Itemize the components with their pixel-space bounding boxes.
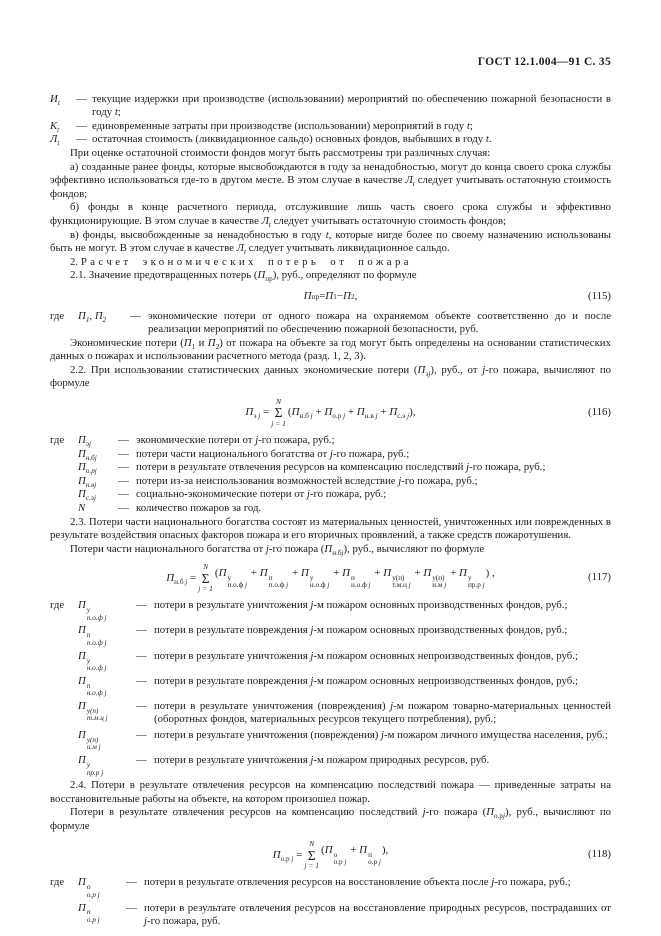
where-dash: — xyxy=(136,674,147,687)
definition-row xyxy=(50,133,611,147)
where-row xyxy=(50,675,611,698)
where-text: потери в результате уничтожения j-м пожаром основных производственных фондов, руб.; xyxy=(154,599,568,612)
where-text: потери в результате отвлечения ресурсов на восстановление объекта после j-го пожара, руб.; xyxy=(144,876,571,889)
formula-116-lhs: $П_{э j}$ = xyxy=(245,406,270,421)
definition-symbol: $К_t$ xyxy=(50,119,60,134)
where-text: потери из-за неиспользования возможностей вследствие j-го пожара, руб.; xyxy=(136,474,478,487)
formula-115 xyxy=(50,290,611,304)
where-symbol: П у(п) т.м.ц j xyxy=(78,699,108,723)
where-list-117 xyxy=(50,599,611,777)
formula-117-lhs: $П_{н.б j}$ = xyxy=(166,571,197,586)
formula-118 xyxy=(50,840,611,870)
definition-text: единовременные затраты при производстве (использовании) мероприятий в году t; xyxy=(92,119,473,132)
where-text: потери в результате уничтожения (повреждения) j-м пожаром товарно-материальных ценностей (оборотных фондов, материальных ресурсов текущего потребления), руб.; xyxy=(154,699,611,726)
paragraph-2-1: 2.1. Значение предотвращенных потерь $(П_{пр})$, руб., определяют по формуле xyxy=(70,269,417,284)
where-row xyxy=(50,624,611,647)
where-dash: — xyxy=(136,699,147,712)
where-text: потери в результате отвлечения ресурсов на компенсацию последствий j-го пожара, руб.; xyxy=(136,461,546,474)
where-symbol: $П_{н.бj}$ xyxy=(78,447,97,462)
where-dash: — xyxy=(126,901,137,914)
where-spacer xyxy=(50,624,78,647)
where-spacer xyxy=(50,754,78,777)
page-header: ГОСТ 12.1.004—91 С. 35 xyxy=(477,56,611,68)
where-dash: — xyxy=(118,474,129,487)
where-row xyxy=(50,448,611,462)
definition-text: текущие издержки при производстве (использовании) мероприятий по обеспечению пожарной безопасности в году t; xyxy=(92,92,611,119)
where-text: социально-экономические потери от j-го пожара, руб.; xyxy=(136,488,387,501)
where-row xyxy=(50,434,611,448)
where-label: где xyxy=(50,876,65,889)
sum-upper-limit: N xyxy=(309,839,315,849)
where-symbol: $П_{эj}$ xyxy=(78,434,91,449)
where-spacer xyxy=(50,675,78,698)
paragraph-case-v: в) фонды, высвобожденные за ненадобностью в году t, которые нигде более по своему назначению использованы быть не могут. В этом случае в качестве $Л_t$ следует учитывать ликвидационное сальдо. xyxy=(50,228,611,257)
where-symbol: П у п.о.ф j xyxy=(78,599,107,622)
where-row xyxy=(50,310,611,337)
formula-116 xyxy=(50,398,611,428)
summation-sign xyxy=(198,563,213,593)
where-dash: — xyxy=(118,434,129,447)
where-text: количество пожаров за год. xyxy=(136,502,262,515)
where-spacer xyxy=(50,475,78,489)
sum-lower-limit: j = 1 xyxy=(304,861,320,871)
where-dash: — xyxy=(130,309,141,322)
where-row xyxy=(50,475,611,489)
where-spacer xyxy=(50,488,78,502)
paragraph-before-117: Потери части национального богатства от j-го пожара $(П_{н.бj})$, руб., вычисляют по формуле xyxy=(70,542,485,557)
where-list-118 xyxy=(50,876,611,928)
where-symbol: N xyxy=(78,502,86,515)
paragraph-2-3: 2.3. Потери части национального богатства состоят из материальных ценностей, уничтоженных или поврежденных в результате воздействия опасных факторов пожара и его вторичных проявлений, а также средств пожаротушения. xyxy=(50,515,611,542)
formula-115-number: (115) xyxy=(588,289,611,302)
where-dash: — xyxy=(136,753,147,766)
where-row xyxy=(50,488,611,502)
where-text: потери в результате уничтожения j-м пожаром природных ресурсов, руб. xyxy=(154,753,490,766)
where-row xyxy=(50,700,611,727)
where-dash: — xyxy=(136,728,147,741)
where-dash: — xyxy=(126,876,137,889)
sigma-symbol: Σ xyxy=(201,570,210,586)
where-dash: — xyxy=(136,649,147,662)
where-spacer xyxy=(50,729,78,752)
where-symbol: $П_1$, $П_2$ xyxy=(78,309,107,324)
where-symbol: П у(п) и.м j xyxy=(78,728,101,752)
where-dash: — xyxy=(136,599,147,612)
where-spacer xyxy=(50,461,78,475)
where-text: потери в результате отвлечения ресурсов на восстановление природных ресурсов, пострадавших от j-го пожара, руб. xyxy=(144,901,611,928)
formula-116-number: (116) xyxy=(588,406,611,419)
formula-117-number: (117) xyxy=(588,571,611,584)
where-list-116 xyxy=(50,434,611,516)
formula-117 xyxy=(50,563,611,593)
where-text: потери в результате повреждения j-м пожаром основных производственных фондов, руб.; xyxy=(154,624,568,637)
definition-row xyxy=(50,93,611,120)
definition-dash: — xyxy=(76,119,87,132)
where-row xyxy=(50,754,611,777)
formula-118-rhs: (П о о.р j + П п о.р j ), xyxy=(321,843,389,867)
summation-sign xyxy=(271,398,286,428)
paragraph-2-2: 2.2. При использовании статистических данных экономические потери $(П_{эj})$, руб., от j-го пожара, вычисляют по формуле xyxy=(50,363,612,390)
paragraph-case-b: б) фонды в конце расчетного периода, отслужившие лишь часть своего срока службы и эффективно функционирующие. В этом случае в качестве $Л_t$ следует учитывать остаточную стоимость фондов; xyxy=(50,201,611,230)
sum-upper-limit: N xyxy=(203,562,209,572)
where-label: где xyxy=(50,434,65,447)
where-symbol: П п п.о.ф j xyxy=(78,624,107,647)
where-row xyxy=(50,876,611,899)
where-text: экономические потери от одного пожара на охраняемом объекте соответственно до и после реализации мероприятий по обеспечению пожарной безопасности, руб. xyxy=(148,309,611,336)
where-symbol: П п н.о.ф j xyxy=(78,674,107,698)
where-text: потери в результате повреждения j-м пожаром основных непроизводственных фондов, руб.; xyxy=(154,674,578,687)
where-symbol: П у пр.р j xyxy=(78,753,104,777)
where-dash: — xyxy=(136,624,147,637)
where-dash: — xyxy=(118,502,129,515)
definition-dash: — xyxy=(76,92,87,105)
where-symbol: $П_{н.вj}$ xyxy=(78,474,97,489)
paragraph-cases-intro: При оценке остаточной стоимости фондов могут быть рассмотрены три различных случая: xyxy=(70,146,491,159)
where-spacer xyxy=(50,902,78,929)
where-text: потери части национального богатства от j-го пожара, руб.; xyxy=(136,447,410,460)
where-row xyxy=(50,502,611,516)
where-symbol: $П_{о.рj}$ xyxy=(78,461,97,476)
where-label: где xyxy=(50,309,65,322)
formula-117-rhs: (П у п.о.ф j + П п п.о.ф j + П у н.о.ф j + П п н.о.ф j + П у(п) т.м.ц j + П у(п) и.м j + П у пр.р j ) , xyxy=(214,566,495,590)
formula-116-rhs: $(П_{н.б j} + П_{о.р j} + П_{н.в j} + П_{с.э j})$, xyxy=(287,406,416,421)
where-symbol: $П_{с.эj}$ xyxy=(78,488,96,503)
paragraph-before-118: Потери в результате отвлечения ресурсов на компенсацию последствий j-го пожара $(П_{о.рj})$, руб., вычисляют по формуле xyxy=(50,806,611,832)
where-spacer xyxy=(50,448,78,462)
where-row xyxy=(50,650,611,673)
where-row xyxy=(50,729,611,752)
where-spacer xyxy=(50,700,78,727)
where-row xyxy=(50,902,611,929)
where-text: экономические потери от j-го пожара, руб.; xyxy=(136,434,335,447)
sum-lower-limit: j = 1 xyxy=(198,584,213,594)
sum-lower-limit: j = 1 xyxy=(271,418,286,428)
where-label: где xyxy=(50,599,65,612)
where-text: потери в результате уничтожения j-м пожаром основных непроизводственных фондов, руб.; xyxy=(154,649,578,662)
sigma-symbol: Σ xyxy=(307,847,316,863)
where-dash: — xyxy=(118,488,129,501)
where-text: потери в результате уничтожения (повреждения) j-м пожаром личного имущества населения, руб.; xyxy=(154,728,608,741)
summation-sign xyxy=(304,840,319,870)
where-dash: — xyxy=(118,447,129,460)
sum-upper-limit: N xyxy=(276,397,282,407)
section-2-heading xyxy=(50,256,611,270)
where-row xyxy=(50,461,611,475)
where-symbol: П п о.р j xyxy=(78,901,100,925)
formula-118-number: (118) xyxy=(588,848,611,861)
where-symbol: П у н.о.ф j xyxy=(78,649,107,673)
paragraph-case-a: а) созданные ранее фонды, которые высвобождаются в году за ненадобностью, могут до конца своего срока службы эффективно использоваться где-то в другом месте. В этом случае в качестве $Л_t$ следует учитывать остаточную стоимость фондов; xyxy=(50,160,612,200)
where-symbol: П о о.р j xyxy=(78,876,100,899)
definition-text: остаточная стоимость (ликвидационное сальдо) основных фондов, выбывших в году t. xyxy=(92,133,492,146)
where-dash: — xyxy=(118,461,129,474)
definition-symbol: $И_t$ xyxy=(50,92,60,107)
formula-115-expression: П пр = П 1 − П 2 , xyxy=(303,289,358,302)
definition-dash: — xyxy=(76,133,87,146)
section-2-title: Расчет экономических потерь от пожара xyxy=(80,255,412,268)
where-row xyxy=(50,599,611,622)
paragraph-after-115: Экономические потери ($П_1$ и $П_2$) от пожара на объекте за год могут быть определены на основании статистических данных о пожарах и использовании расчетного метода (разд. 1, 2, 3). xyxy=(50,336,611,363)
sigma-symbol: Σ xyxy=(274,405,283,421)
where-spacer xyxy=(50,650,78,673)
paragraph-2-4: 2.4. Потери в результате отвлечения ресурсов на компенсацию последствий пожара — приведенные затраты на восстановительные работы на объекте, на котором произошел пожар. xyxy=(50,779,611,805)
definition-symbol: $Л_t$ xyxy=(50,133,60,148)
formula-118-lhs: $П_{о.р j}$ = xyxy=(272,848,303,863)
where-spacer xyxy=(50,502,78,516)
definition-row xyxy=(50,120,611,134)
section-2-number: 2. xyxy=(70,255,79,268)
